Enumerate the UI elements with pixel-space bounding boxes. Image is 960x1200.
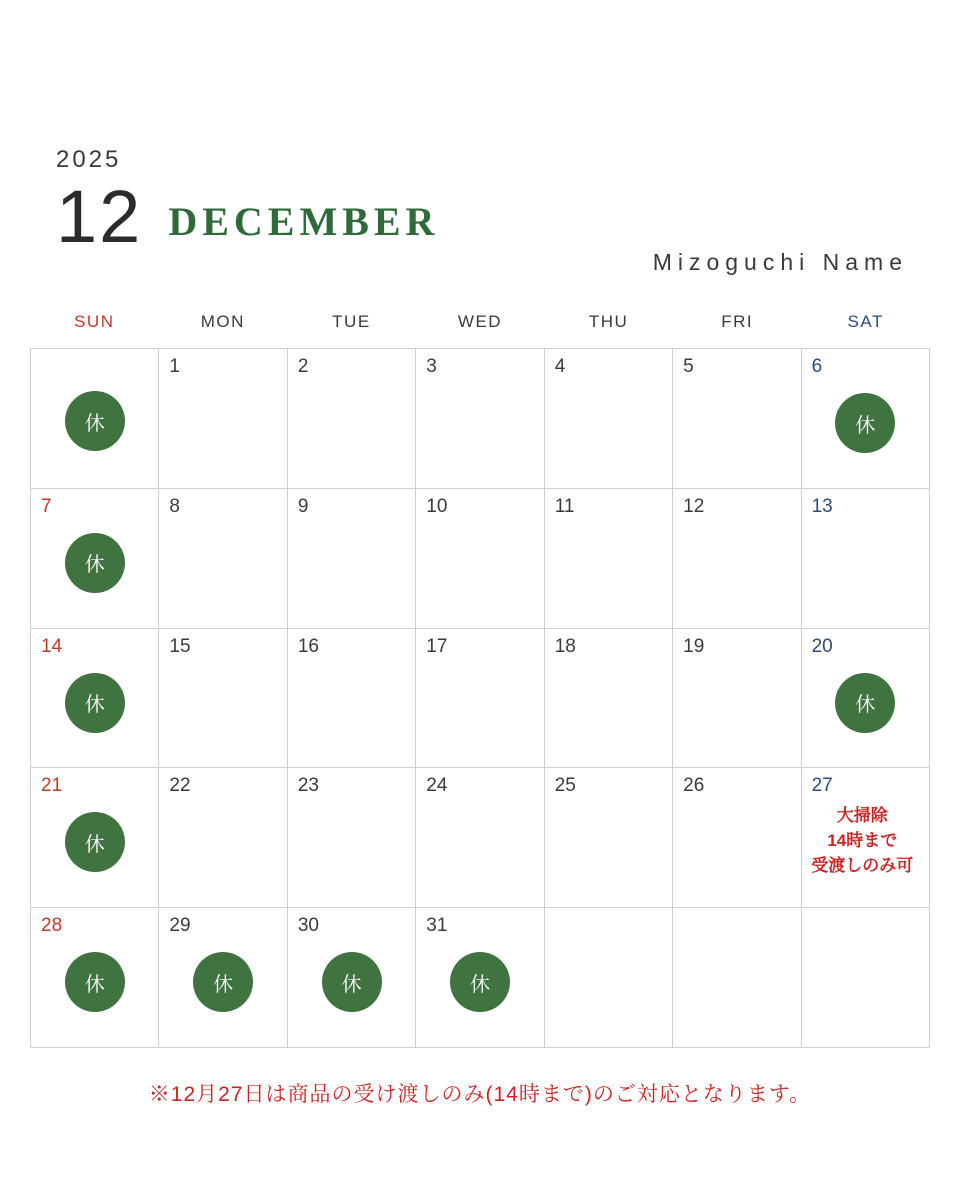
closed-day-badge: 休 — [322, 952, 382, 1012]
day-number: 12 — [683, 495, 705, 517]
calendar-day-cell[interactable] — [416, 489, 544, 629]
day-number: 27 — [811, 775, 833, 797]
weekday-label-thu: THU — [588, 312, 629, 331]
weekday-label-fri: FRI — [721, 312, 754, 331]
calendar-day-cell[interactable] — [31, 629, 159, 769]
day-number: 6 — [811, 356, 823, 377]
calendar-day-cell[interactable] — [802, 489, 930, 629]
calendar-grid — [30, 348, 930, 1048]
day-number: 25 — [554, 775, 576, 797]
closed-day-badge: 休 — [450, 952, 510, 1012]
weekday-label-sun: SUN — [74, 312, 115, 331]
month-number: 12 — [56, 175, 143, 258]
calendar-day-cell[interactable] — [802, 768, 930, 908]
weekday-label-sat: SAT — [847, 312, 884, 331]
closed-day-badge: 休 — [65, 673, 125, 733]
closed-day-badge: 休 — [65, 952, 125, 1012]
day-number: 14 — [41, 635, 63, 657]
calendar-day-cell[interactable] — [31, 768, 159, 908]
calendar-day-cell[interactable] — [802, 349, 930, 489]
calendar-day-cell[interactable] — [159, 908, 287, 1048]
day-number: 20 — [811, 635, 833, 657]
day-note-line: 14時まで — [827, 831, 898, 851]
day-number: 3 — [426, 356, 437, 377]
calendar-day-cell[interactable] — [288, 349, 416, 489]
calendar-day-cell[interactable] — [673, 349, 801, 489]
calendar-day-cell[interactable] — [288, 489, 416, 629]
day-number: 16 — [297, 635, 319, 657]
year-label: 2025 — [56, 146, 122, 173]
calendar-day-cell[interactable] — [673, 629, 801, 769]
closed-day-badge: 休 — [835, 673, 895, 733]
day-number: 29 — [169, 915, 191, 937]
closed-day-badge: 休 — [193, 952, 253, 1012]
closed-day-badge: 休 — [65, 812, 125, 872]
calendar-day-cell[interactable] — [31, 908, 159, 1048]
day-number: 23 — [297, 775, 319, 797]
day-note — [802, 804, 923, 878]
closed-day-badge: 休 — [835, 393, 895, 453]
day-note-line: 受渡しのみ可 — [811, 855, 914, 875]
day-number: 10 — [426, 495, 448, 517]
calendar-day-cell[interactable] — [673, 489, 801, 629]
weekday-header-row — [30, 312, 930, 332]
day-number: 5 — [683, 356, 694, 377]
calendar-day-cell[interactable] — [545, 489, 673, 629]
calendar-day-cell[interactable] — [545, 908, 673, 1048]
day-number: 24 — [426, 775, 448, 797]
calendar-day-cell[interactable] — [159, 768, 287, 908]
closed-day-badge: 休 — [65, 533, 125, 593]
day-number: 22 — [169, 775, 191, 797]
calendar-day-cell[interactable] — [288, 908, 416, 1048]
calendar-day-cell[interactable] — [673, 768, 801, 908]
owner-name: Mizoguchi Name — [652, 249, 908, 275]
day-number: 28 — [41, 915, 63, 937]
day-number: 26 — [683, 775, 705, 797]
calendar-day-cell[interactable] — [416, 629, 544, 769]
calendar-day-cell[interactable] — [31, 489, 159, 629]
footer-note: ※12月27日は商品の受け渡しのみ(14時まで)のご対応となります。 — [148, 1083, 812, 1106]
calendar-day-cell[interactable] — [673, 908, 801, 1048]
day-number: 9 — [297, 495, 309, 517]
calendar-day-cell[interactable] — [159, 349, 287, 489]
calendar-day-cell[interactable] — [416, 768, 544, 908]
calendar-day-cell[interactable] — [31, 349, 159, 489]
day-number: 30 — [297, 915, 319, 937]
month-name: DECEMBER — [168, 199, 440, 245]
day-number: 2 — [297, 356, 309, 377]
day-number: 31 — [426, 915, 448, 937]
day-number: 19 — [683, 635, 705, 657]
day-number: 18 — [554, 635, 576, 657]
day-note-line: 大掃除 — [836, 806, 888, 826]
day-number: 11 — [554, 495, 575, 517]
day-number: 8 — [169, 495, 180, 517]
day-number: 13 — [811, 495, 833, 517]
calendar-day-cell[interactable] — [416, 349, 544, 489]
calendar-day-cell[interactable] — [802, 629, 930, 769]
calendar-day-cell[interactable] — [802, 908, 930, 1048]
calendar-day-cell[interactable] — [416, 908, 544, 1048]
calendar-day-cell[interactable] — [545, 349, 673, 489]
weekday-label-wed: WED — [457, 312, 503, 331]
weekday-label-tue: TUE — [332, 312, 371, 331]
day-number: 15 — [169, 635, 191, 657]
day-number: 7 — [41, 495, 52, 517]
calendar-day-cell[interactable] — [159, 629, 287, 769]
day-number: 21 — [41, 775, 63, 797]
closed-day-badge: 休 — [65, 391, 125, 451]
calendar-day-cell[interactable] — [288, 768, 416, 908]
calendar-day-cell[interactable] — [545, 629, 673, 769]
calendar-header — [56, 148, 912, 288]
weekday-label-mon: MON — [200, 312, 245, 331]
calendar-day-cell[interactable] — [288, 629, 416, 769]
month-title-row — [56, 175, 912, 258]
day-number: 1 — [169, 356, 180, 377]
calendar-day-cell[interactable] — [159, 489, 287, 629]
calendar-day-cell[interactable] — [545, 768, 673, 908]
day-number: 17 — [426, 635, 448, 657]
day-number: 4 — [554, 356, 566, 377]
